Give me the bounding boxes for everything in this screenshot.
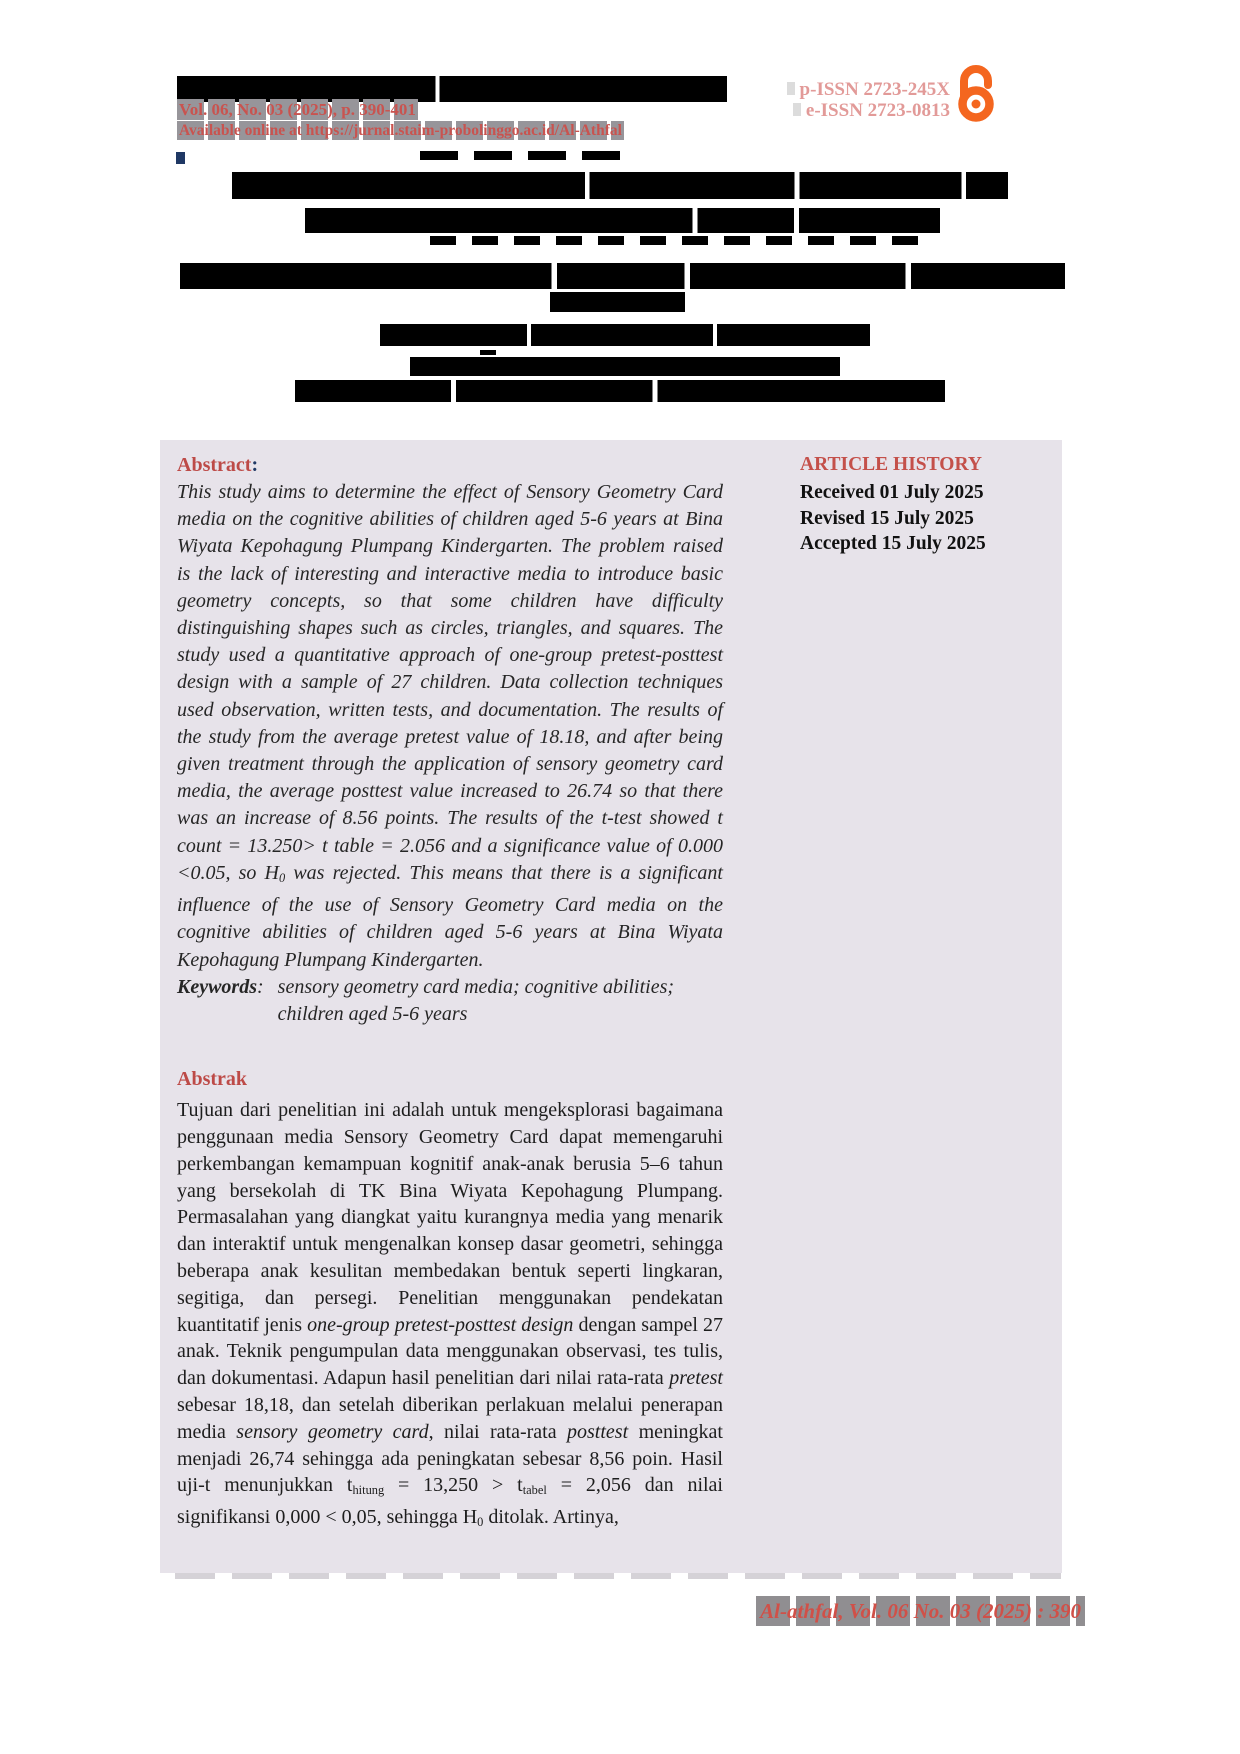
abstract-body-en: This study aims to determine the effect of Sensory Geometry Card media on the cognitive abilities of children aged 5-6 years at Bina Wiyata Kepohagung Plumpang Kindergarten. The problem raised is the lack of interesting and interactive media to introduce basic geometry concepts, so that some children have difficulty distinguishing shapes such as circles, triangles, and squares. The study used a quantitative approach of one-group pretest-posttest design with a sample of 27 children. Data collection techniques used observation, written tests, and documentation. The results of the study from the average pretest value of 18.18, and after being given treatment through the application of sensory geometry card media, the average posttest value increased to 26.74 so that there was an increase of 8.56 points. The results of the t-test showed t count = 13.250> t table = 2.056 and a significance value of 0.000 <0.05, so H0 was rejected. This means that there is a significant influence of the use of Sensory Geometry Card media on the cognitive abilities of children aged 5-6 years at Bina Wiyata Kepohagung Plumpang Kindergarten. bbox=[177, 481, 723, 971]
issn-block bbox=[690, 79, 950, 121]
truncated-text-strip bbox=[175, 1573, 1061, 1579]
article-history-heading: ARTICLE HISTORY bbox=[800, 454, 982, 475]
keywords-text: sensory geometry card media; cognitive abilities; children aged 5-6 years bbox=[277, 975, 675, 1025]
affiliation-redaction-bar bbox=[380, 324, 870, 346]
volume-issue-text: Vol. 06, No. 03 (2025), p. 390-401 bbox=[179, 100, 416, 119]
history-revised: Revised 15 July 2025 bbox=[800, 507, 974, 529]
issn-electronic-text: e-ISSN 2723-0813 bbox=[805, 100, 950, 121]
superscript-redaction-mark bbox=[480, 350, 496, 355]
open-access-icon bbox=[951, 64, 1001, 122]
redaction-fragment bbox=[793, 103, 801, 116]
authors-redaction-bar bbox=[180, 263, 1065, 289]
issn-print-text: p-ISSN 2723-245X bbox=[799, 79, 950, 100]
issn-print-line bbox=[690, 79, 950, 100]
abstrak-heading: Abstrak bbox=[177, 1068, 248, 1091]
history-accepted: Accepted 15 July 2025 bbox=[800, 533, 986, 554]
title-redaction-fragment-2 bbox=[430, 236, 920, 245]
keywords-label: Keywords: bbox=[177, 975, 264, 998]
email-redaction-bar-2 bbox=[295, 380, 945, 402]
issn-electronic-line bbox=[690, 100, 950, 121]
abstract-heading-colon: : bbox=[251, 454, 259, 476]
year-redaction-bar bbox=[550, 292, 685, 312]
abstract-panel bbox=[160, 440, 1062, 1573]
footer-running-head bbox=[756, 1599, 1085, 1624]
abstract-heading bbox=[177, 452, 723, 479]
volume-issue-line bbox=[177, 100, 418, 120]
abstract-heading-text: Abstract bbox=[177, 454, 252, 476]
history-received: Received 01 July 2025 bbox=[800, 482, 984, 503]
email-redaction-bar-1 bbox=[410, 357, 840, 376]
available-online-link[interactable] bbox=[177, 122, 624, 140]
title-redaction-bar-2 bbox=[305, 208, 940, 233]
title-redaction-bar-1 bbox=[232, 172, 1008, 199]
abstract-body-id: Tujuan dari penelitian ini adalah untuk mengeksplorasi bagaimana penggunaan media Sensory Geometry Card dapat memengaruhi perkembangan kemampuan kognitif anak-anak berusia 5–6 tahun yang bersekolah di TK Bina Wiyata Kepohagung Plumpang. Permasalahan yang diangkat yaitu kurangnya media yang menarik dan interaktif untuk mengenalkan konsep dasar geometri, sehingga beberapa anak kesulitan membedakan bentuk seperti lingkaran, segitiga, dan persegi. Penelitian menggunakan pendekatan kuantitatif jenis one-group pretest-posttest design dengan sampel 27 anak. Teknik pengumpulan data menggunakan observasi, tes tulis, dan dokumentasi. Adapun hasil penelitian dari nilai rata-rata pretest sebesar 18,18, dan setelah diberikan perlakuan melalui penerapan media sensory geometry card, nilai rata-rata posttest meningkat menjadi 26,74 sehingga ada peningkatan sebesar 8,56 poin. Hasil uji-t menunjukkan thitung = 13,250 > ttabel = 2,056 dan nilai signifikansi 0,000 < 0,05, sehingga H0 ditolak. Artinya, bbox=[177, 1099, 723, 1530]
article-history-column bbox=[800, 452, 1050, 557]
abstract-column bbox=[177, 452, 723, 1536]
footer-citation-text: Al-athfal, Vol. 06 No. 03 (2025) : 390 bbox=[756, 1596, 1085, 1626]
available-online-text[interactable]: Available online at https://jurnal.staim-probolinggo.ac.id/Al-Athfal bbox=[179, 122, 622, 139]
keywords-row bbox=[177, 974, 723, 1028]
title-redaction-fragment bbox=[420, 151, 620, 160]
redaction-fragment bbox=[787, 82, 795, 95]
footnote-marker-redaction bbox=[176, 152, 185, 164]
